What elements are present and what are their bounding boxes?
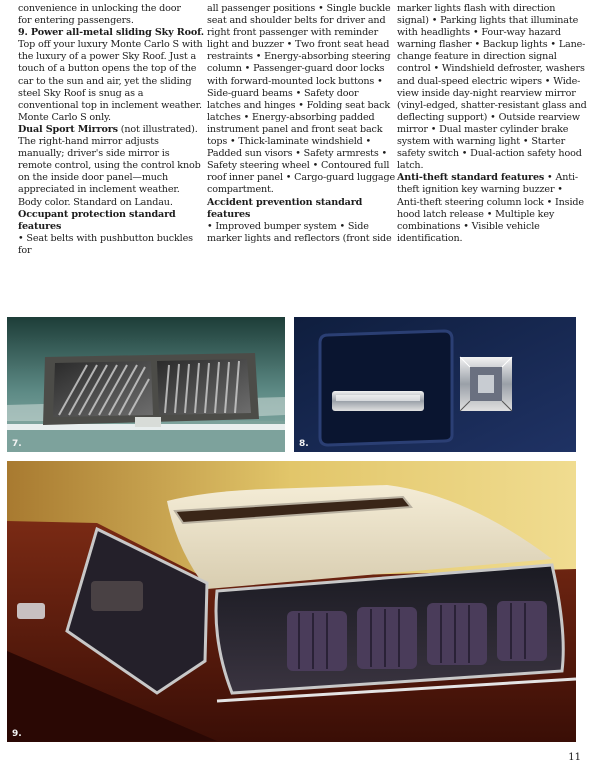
photo-sky-roof-detail bbox=[7, 317, 285, 452]
sport-mirrors-note: (not illustrated). bbox=[117, 123, 198, 135]
body-accident-prevention-start: • Improved bumper system • Side marker lights and reflectors (front side bbox=[207, 220, 392, 244]
heading-anti-theft: Anti-theft standard features bbox=[397, 172, 545, 184]
body-sport-mirrors: The right-hand mirror adjusts manually; driver's side mirror is remote control, using the control knob on the inside door panel—much appreciated in inclement weather. Body color. Standard on Landau. bbox=[18, 136, 201, 208]
photo-mirror-control bbox=[294, 317, 576, 452]
heading-accident-prevention: Accident prevention standard features bbox=[207, 196, 363, 220]
car-illustration bbox=[7, 461, 576, 742]
heading-sport-mirrors: Dual Sport Mirrors bbox=[18, 123, 118, 135]
section-occupant-protection bbox=[18, 209, 206, 257]
body-anti-theft: • Anti-theft ignition key warning buzzer • Anti-theft steering column lock • Inside hood latch release • Multiple key combinations • Visible vehicle identification. bbox=[397, 172, 584, 244]
section-accident-prevention bbox=[207, 197, 395, 245]
text-column-1 bbox=[18, 3, 206, 257]
body-occupant-protection-start: • Seat belts with pushbutton buckles for bbox=[18, 232, 193, 256]
text-column-3 bbox=[397, 3, 587, 245]
page-number: 11 bbox=[568, 752, 581, 763]
figure-number-8: 8. bbox=[299, 439, 309, 449]
body-accident-prevention-continued: marker lights flash with direction signal) • Parking lights that illuminate with headlights • Four-way hazard warning flasher • Backup lights • Lane-change feature in direction signal control • Windshield defroster, washers and dual-speed electric wipers • Wide-view inside day-night rearview mirror (vinyl-edged, shatter-resistant glass and deflecting support) • Outside rearview mirror • Dual master cylinder brake system with warning light • Starter safety switch • Dual-action safety hood latch. bbox=[397, 3, 587, 172]
figure-number-9: 9. bbox=[12, 729, 22, 739]
body-sky-roof: Top off your luxury Monte Carlo S with the luxury of a power Sky Roof. Just a touch of a button opens the top of the car to the sun and air, yet the sliding steel Sky Roof is snug as a conventional top in inclement weather. Monte Carlo S only. bbox=[18, 39, 203, 123]
heading-sky-roof: 9. Power all-metal sliding Sky Roof. bbox=[18, 27, 204, 39]
section-anti-theft bbox=[397, 172, 587, 245]
section-sport-mirrors bbox=[18, 124, 206, 209]
heading-occupant-protection: Occupant protection standard features bbox=[18, 208, 176, 232]
photo-car-sky-roof bbox=[7, 461, 576, 742]
text-column-2 bbox=[207, 3, 395, 245]
body-occupant-protection-continued: all passenger positions • Single buckle seat and shoulder belts for driver and right front passenger with reminder light and buzzer • Two front seat head restraints • Energy-absorbing steering column • Passenger-guard door locks with forward-mounted lock buttons • Side-guard beams • Safety door latches and hinges • Folding seat back latches • Energy-absorbing padded instrument panel and front seat back tops • Thick-laminate windshield • Padded sun visors • Safety armrests • Safety steering wheel • Contoured full roof inner panel • Cargo-guard luggage compartment. bbox=[207, 3, 396, 196]
sky-roof-illustration bbox=[7, 317, 285, 452]
section-sky-roof bbox=[18, 27, 206, 124]
paragraph-intro-continued: convenience in unlocking the door for entering passengers. bbox=[18, 3, 181, 27]
mirror-control-illustration bbox=[294, 317, 576, 452]
figure-number-7: 7. bbox=[12, 439, 22, 449]
